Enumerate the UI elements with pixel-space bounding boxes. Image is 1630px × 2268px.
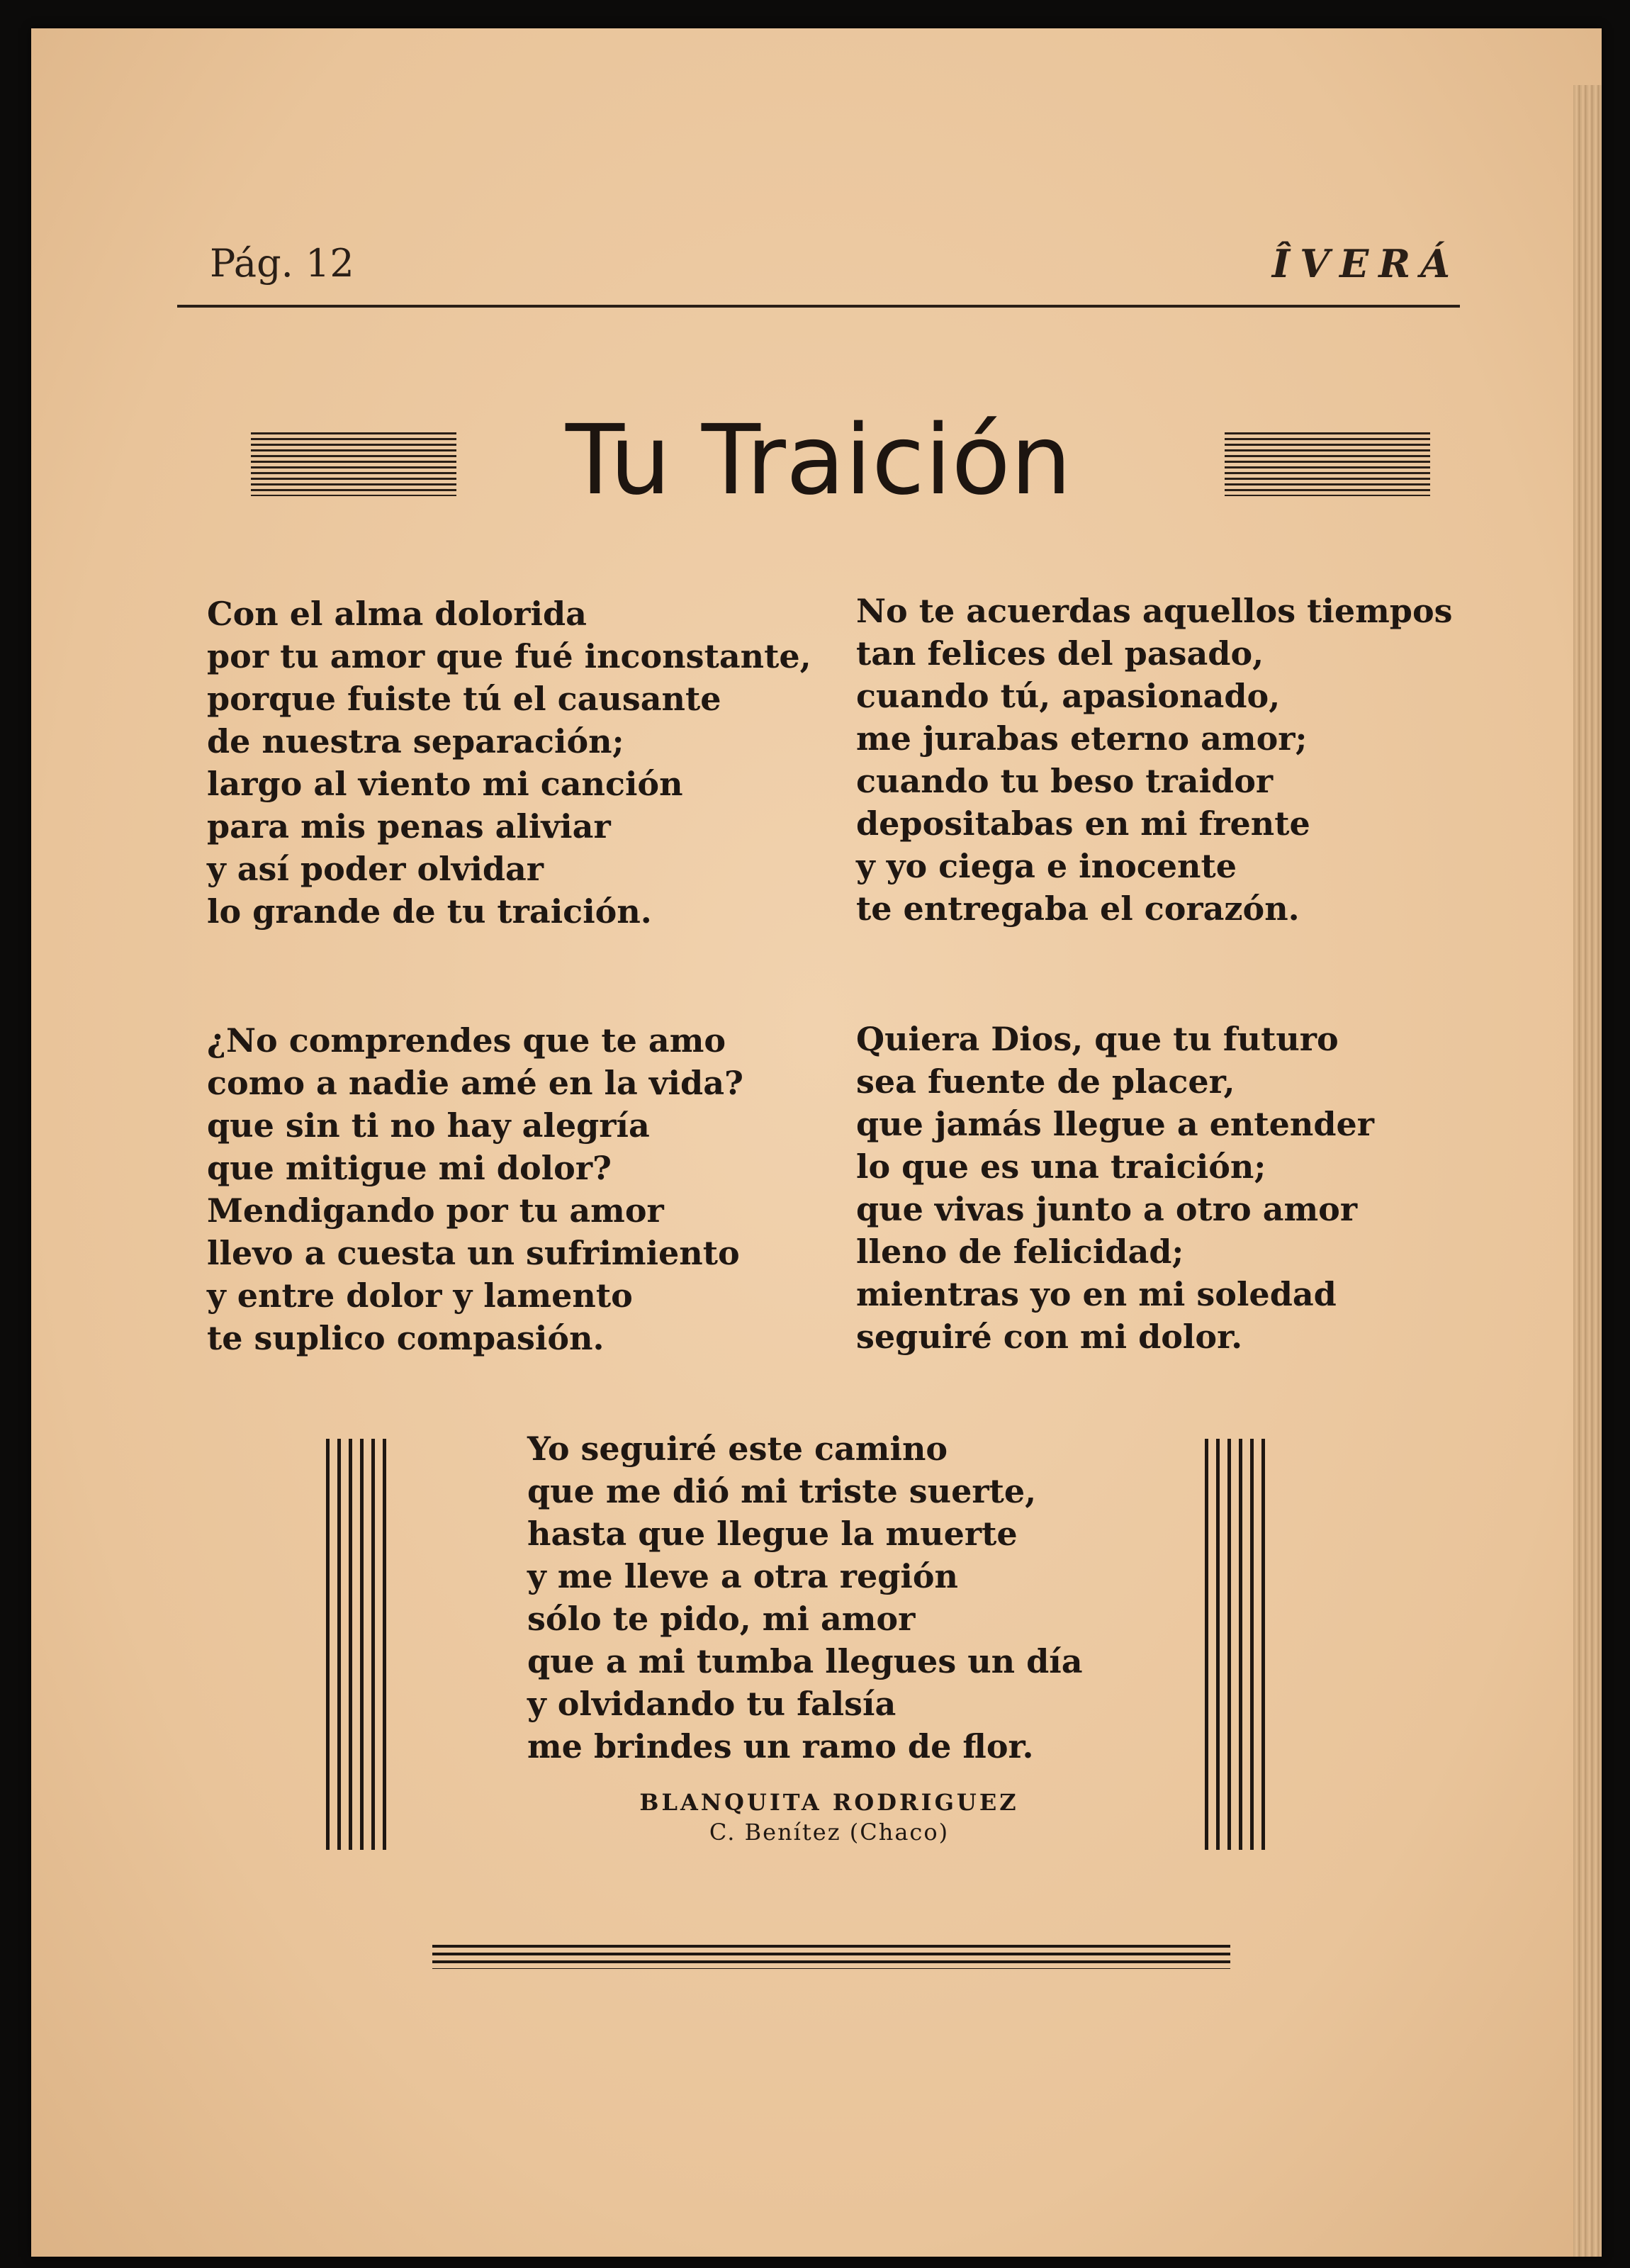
verse-line: depositabas en mi frente	[856, 804, 1310, 843]
poem-title: Tu Traición	[566, 405, 1072, 517]
verse-line: cuando tu beso traidor	[856, 762, 1274, 800]
verse-line: y me lleve a otra región	[527, 1557, 958, 1595]
verse-line: hasta que llegue la muerte	[527, 1515, 1018, 1553]
verse-line: sólo te pido, mi amor	[527, 1600, 916, 1638]
verse-line: llevo a cuesta un sufrimiento	[207, 1234, 740, 1272]
verse-line: seguiré con mi dolor.	[856, 1318, 1243, 1356]
verse-line: tan felices del pasado,	[856, 634, 1264, 673]
verse-line: y yo ciega e inocente	[856, 847, 1237, 885]
stanza-4	[856, 1018, 1374, 1358]
author-place: C. Benítez (Chaco)	[709, 1819, 950, 1846]
verse-line: me jurabas eterno amor;	[856, 719, 1308, 758]
page-number: Pág. 12	[210, 241, 354, 286]
verse-line: te entregaba el corazón.	[856, 889, 1300, 928]
verse-line: ¿No comprendes que te amo	[207, 1021, 726, 1060]
stanza-3	[207, 1019, 743, 1359]
verse-line: porque fuiste tú el causante	[207, 680, 721, 718]
verse-line: Quiera Dios, que tu futuro	[856, 1020, 1339, 1058]
verse-line: como a nadie amé en la vida?	[207, 1064, 743, 1102]
verse-line: que mitigue mi dolor?	[207, 1149, 612, 1187]
decorative-bars-right	[1205, 1439, 1269, 1850]
verse-line: por tu amor que fué inconstante,	[207, 637, 811, 675]
verse-line: largo al viento mi canción	[207, 765, 683, 803]
verse-line: No te acuerdas aquellos tiempos	[856, 592, 1453, 630]
verse-line: que vivas junto a otro amor	[856, 1190, 1358, 1228]
verse-line: que jamás llegue a entender	[856, 1105, 1374, 1143]
verse-line: que me dió mi triste suerte,	[527, 1472, 1037, 1510]
verse-line: sea fuente de placer,	[856, 1062, 1235, 1101]
verse-line: Yo seguiré este camino	[527, 1430, 948, 1468]
author-name: BLANQUITA RODRIGUEZ	[639, 1789, 1019, 1816]
verse-line: de nuestra separación;	[207, 722, 624, 760]
verse-line: Mendigando por tu amor	[207, 1191, 664, 1230]
title-row	[177, 397, 1460, 524]
verse-line: y olvidando tu falsía	[527, 1685, 896, 1723]
verse-line: que sin ti no hay alegría	[207, 1106, 650, 1145]
verse-line: cuando tú, apasionado,	[856, 677, 1281, 715]
stanza-5	[527, 1427, 1083, 1768]
verse-line: para mis penas aliviar	[207, 807, 611, 846]
verse-line: que a mi tumba llegues un día	[527, 1642, 1083, 1680]
author-signature	[609, 1787, 1049, 1847]
verse-line: y así poder olvidar	[207, 850, 544, 888]
verse-line: y entre dolor y lamento	[207, 1276, 633, 1315]
page-edge	[1573, 85, 1602, 2257]
verse-line: te suplico compasión.	[207, 1319, 605, 1357]
verse-line: lleno de felicidad;	[856, 1233, 1184, 1271]
decorative-bars-left	[326, 1439, 390, 1850]
stanza-2	[856, 590, 1453, 930]
verse-line: lo grande de tu traición.	[207, 892, 652, 931]
stanza-1	[207, 593, 811, 933]
journal-name: ÎVERÁ	[1271, 241, 1460, 286]
verse-line: Con el alma dolorida	[207, 595, 587, 633]
title-rules-right	[1225, 432, 1430, 496]
bottom-ornamental-rule	[432, 1945, 1230, 1969]
verse-line: mientras yo en mi soledad	[856, 1275, 1337, 1313]
page-header	[177, 227, 1460, 308]
verse-line: lo que es una traición;	[856, 1147, 1266, 1186]
verse-line: me brindes un ramo de flor.	[527, 1727, 1034, 1765]
